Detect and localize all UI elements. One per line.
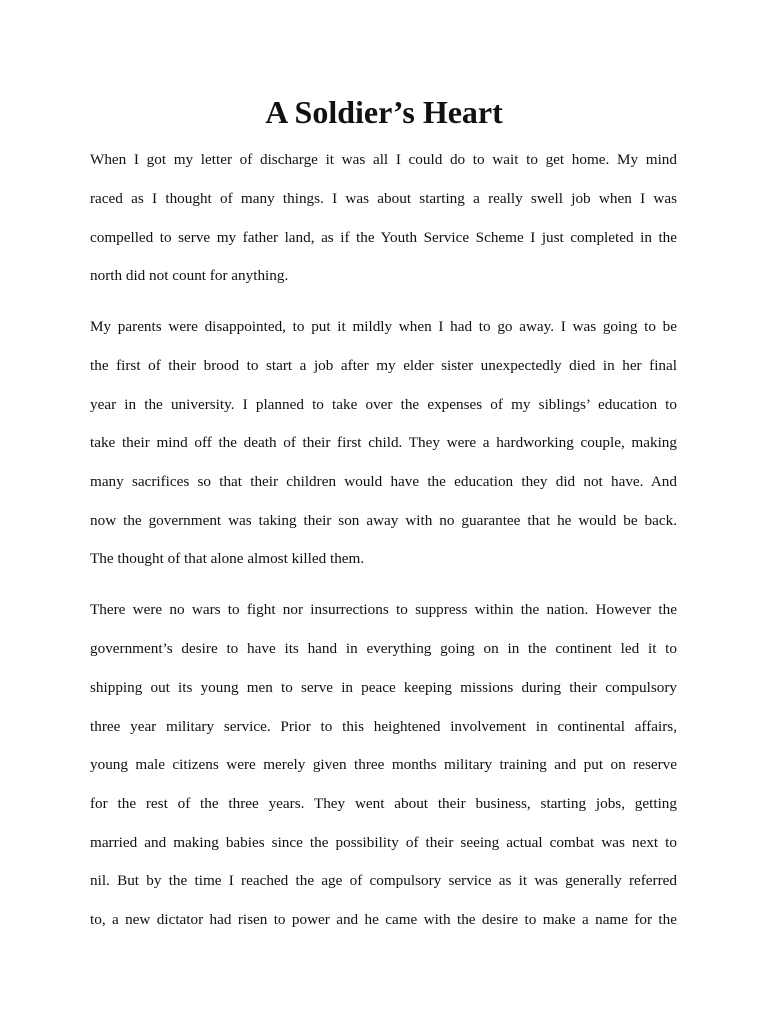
paragraph-line: north did not count for anything. xyxy=(90,267,289,284)
paragraph-line: compelled to serve my father land, as if the Youth Service Scheme I just completed in the xyxy=(90,229,677,246)
paragraph-line: My parents were disappointed, to put it mildly when I had to go away. I was going to be xyxy=(90,318,677,335)
paragraph-line: nil. But by the time I reached the age of compulsory service as it was generally referred xyxy=(90,872,677,889)
paragraph-line: year in the university. I planned to take over the expenses of my siblings’ education to xyxy=(90,396,677,413)
paragraph-line: to, a new dictator had risen to power and he came with the desire to make a name for the xyxy=(90,911,677,928)
paragraph-line: many sacrifices so that their children would have the education they did not have. And xyxy=(90,473,677,490)
paragraph-line: the first of their brood to start a job after my elder sister unexpectedly died in her final xyxy=(90,357,677,374)
paragraph-line: shipping out its young men to serve in peace keeping missions during their compulsory xyxy=(90,679,677,696)
paragraph-line: When I got my letter of discharge it was all I could do to wait to get home. My mind xyxy=(90,151,677,168)
paragraph-line: The thought of that alone almost killed them. xyxy=(90,550,365,567)
paragraph-line: raced as I thought of many things. I was about starting a really swell job when I was xyxy=(90,190,677,207)
paragraph-line: married and making babies since the possibility of their seeing actual combat was next to xyxy=(90,834,677,851)
paragraph-line: young male citizens were merely given three months military training and put on reserve xyxy=(90,756,677,773)
paragraph-line: take their mind off the death of their first child. They were a hardworking couple, making xyxy=(90,434,677,451)
paragraph-line: for the rest of the three years. They went about their business, starting jobs, getting xyxy=(90,795,677,812)
paragraph-line: government’s desire to have its hand in everything going on in the continent led it to xyxy=(90,640,677,657)
paragraph-line: three year military service. Prior to this heightened involvement in continental affairs, xyxy=(90,718,677,735)
paragraph-line: now the government was taking their son away with no guarantee that he would be back. xyxy=(90,512,677,529)
paragraph-line: There were no wars to fight nor insurrections to suppress within the nation. However the xyxy=(90,601,677,618)
document-title: A Soldier’s Heart xyxy=(265,94,503,130)
